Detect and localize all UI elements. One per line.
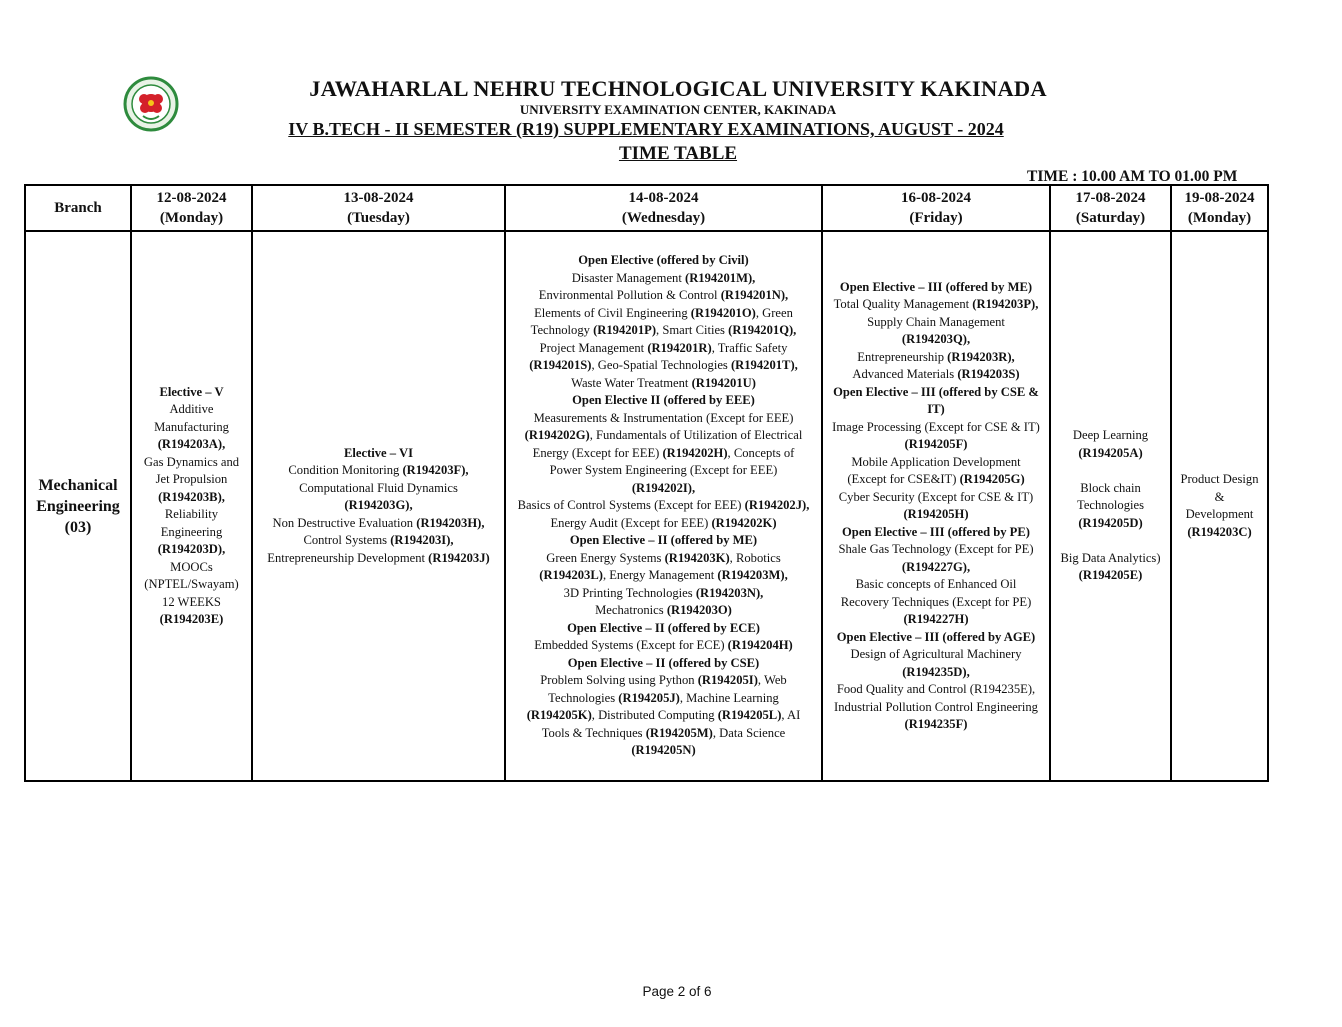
subject-text: (R194205N) bbox=[631, 743, 696, 758]
header-date bbox=[252, 185, 505, 231]
subject-text: Condition Monitoring bbox=[288, 463, 403, 478]
subject-line bbox=[824, 541, 1048, 559]
subject-text: & bbox=[1214, 489, 1225, 504]
subject-text: (R194227H) bbox=[903, 612, 969, 626]
day: (Wednesday) bbox=[621, 210, 706, 226]
subject-text: Entrepreneurship bbox=[857, 349, 948, 364]
subject-line bbox=[133, 576, 250, 594]
subject-text: Elements of Civil Engineering bbox=[534, 305, 691, 320]
subject-line bbox=[1173, 471, 1266, 489]
subject-line bbox=[824, 436, 1048, 454]
subject-line bbox=[824, 384, 1048, 402]
subject-text: (R194203J) bbox=[428, 550, 490, 565]
subject-text: , Smart Cities bbox=[656, 323, 729, 338]
subjects-cell bbox=[252, 231, 505, 781]
subject-text: Problem Solving using Python bbox=[540, 673, 698, 688]
subject-line bbox=[824, 629, 1048, 647]
subject-text: Technology bbox=[530, 323, 594, 338]
subject-line bbox=[1052, 515, 1169, 533]
header-date bbox=[1050, 185, 1171, 231]
subject-line bbox=[133, 436, 250, 454]
header-date bbox=[131, 185, 252, 231]
subject-line bbox=[507, 567, 820, 585]
subject-text: Industrial Pollution Control Engineering bbox=[834, 699, 1038, 714]
subject-text: , Concepts of bbox=[727, 445, 795, 460]
subject-line bbox=[507, 305, 820, 323]
subject-line bbox=[1052, 532, 1169, 550]
subject-line bbox=[507, 725, 820, 743]
subject-text: (R194202J), bbox=[744, 498, 810, 513]
subject-text: Power System Engineering (Except for EEE) bbox=[549, 463, 778, 478]
subject-text: Product Design bbox=[1180, 472, 1259, 486]
subject-text: Open Elective – III (offered by CSE & bbox=[833, 384, 1039, 399]
subject-text: Measurements & Instrumentation (Except for EEE) bbox=[533, 410, 794, 425]
subject-text: Embedded Systems (Except for ECE) bbox=[534, 638, 728, 653]
subject-text: (R194203K) bbox=[664, 550, 730, 565]
subject-text: (R194203O) bbox=[666, 603, 732, 618]
subject-text: (R194201S) bbox=[529, 358, 592, 373]
date: 14-08-2024 bbox=[628, 190, 699, 206]
subject-line bbox=[824, 576, 1048, 594]
subject-line bbox=[824, 471, 1048, 489]
subjects-cell bbox=[505, 231, 822, 781]
subject-text: Open Elective – III (offered by AGE) bbox=[836, 629, 1036, 644]
date: 12-08-2024 bbox=[156, 190, 227, 206]
subject-line bbox=[133, 401, 250, 419]
subject-line bbox=[824, 524, 1048, 542]
subject-line bbox=[1052, 550, 1169, 568]
subject-line bbox=[507, 585, 820, 603]
subject-text: , Robotics bbox=[729, 550, 781, 565]
subject-text: Open Elective – II (offered by ME) bbox=[569, 533, 758, 548]
subject-line bbox=[1173, 489, 1266, 507]
subject-text: Green Energy Systems bbox=[546, 550, 665, 565]
subject-line bbox=[254, 497, 503, 515]
subject-text: Development bbox=[1185, 507, 1254, 521]
subject-line bbox=[824, 314, 1048, 332]
subject-line bbox=[507, 445, 820, 463]
subject-text: Open Elective – III (offered by PE) bbox=[842, 524, 1030, 539]
subject-text: (R194205K) bbox=[526, 708, 592, 723]
subject-line bbox=[824, 681, 1048, 699]
subject-line bbox=[254, 480, 503, 498]
subject-line bbox=[507, 672, 820, 690]
subject-line bbox=[1173, 506, 1266, 524]
subject-text: (R194201U) bbox=[691, 375, 756, 390]
subject-line bbox=[507, 620, 820, 638]
subject-text: Image Processing (Except for CSE & IT) bbox=[832, 419, 1040, 434]
subject-text: Open Elective – II (offered by ECE) bbox=[567, 620, 760, 635]
subject-text: (R194205I) bbox=[697, 673, 758, 688]
subject-text: (R194201P) bbox=[593, 323, 657, 338]
subject-line bbox=[133, 471, 250, 489]
subject-line bbox=[133, 524, 250, 542]
subject-text: (R194203C) bbox=[1187, 524, 1252, 539]
subject-text: Mechatronics bbox=[595, 603, 667, 618]
subject-line bbox=[824, 454, 1048, 472]
subject-line bbox=[824, 331, 1048, 349]
table-header-row bbox=[25, 185, 1268, 231]
subject-text: Shale Gas Technology (Except for PE) bbox=[838, 542, 1034, 556]
subject-text: 12 WEEKS bbox=[162, 594, 221, 609]
subject-text: Deep Learning bbox=[1072, 428, 1149, 443]
subject-text: Basic concepts of Enhanced Oil bbox=[855, 577, 1017, 591]
subject-text: , Fundamentals of Utilization of Electrical bbox=[589, 428, 803, 443]
subject-text: (R194205E) bbox=[1078, 568, 1143, 583]
subject-text: (R194202G) bbox=[524, 428, 590, 443]
subject-line bbox=[507, 602, 820, 620]
subject-text: (R194203N), bbox=[695, 585, 764, 600]
day: (Monday) bbox=[1187, 210, 1252, 226]
subject-text: (R194202H) bbox=[662, 445, 728, 460]
subject-text: (R194205F) bbox=[904, 437, 968, 451]
subject-text: IT) bbox=[927, 402, 945, 416]
day: (Friday) bbox=[909, 210, 963, 226]
subject-line bbox=[824, 506, 1048, 524]
subject-text: (R194201R) bbox=[647, 340, 712, 355]
subject-text: Cyber Security (Except for CSE & IT) bbox=[838, 489, 1034, 504]
subject-text: Block chain bbox=[1080, 480, 1141, 495]
subjects-cell bbox=[1171, 231, 1268, 781]
day: (Tuesday) bbox=[347, 210, 410, 226]
subject-line bbox=[824, 611, 1048, 629]
university-name: JAWAHARLAL NEHRU TECHNOLOGICAL UNIVERSITY KAKINADA bbox=[309, 76, 1047, 101]
exam-time: TIME : 10.00 AM TO 01.00 PM bbox=[1027, 168, 1238, 185]
subject-text: Project Management bbox=[539, 340, 648, 355]
subject-line bbox=[507, 270, 820, 288]
subject-line bbox=[507, 340, 820, 358]
table-row bbox=[25, 231, 1268, 781]
subject-line bbox=[133, 489, 250, 507]
subject-text: (R194205J) bbox=[618, 690, 680, 705]
subject-line bbox=[824, 366, 1048, 384]
subject-line bbox=[133, 506, 250, 524]
subject-text: , Data Science bbox=[712, 725, 786, 740]
subject-text: (R194203E) bbox=[159, 612, 224, 626]
subject-line bbox=[507, 427, 820, 445]
subject-line bbox=[507, 287, 820, 305]
subject-line bbox=[507, 410, 820, 428]
subject-text: (R194201N), bbox=[720, 288, 789, 303]
subject-text: (R194201Q), bbox=[728, 323, 797, 338]
subject-text: Energy Audit (Except for EEE) bbox=[550, 515, 712, 530]
subject-line bbox=[507, 462, 820, 480]
subject-line bbox=[1052, 567, 1169, 585]
subject-line bbox=[507, 497, 820, 515]
subject-text: Energy (Except for EEE) bbox=[532, 445, 663, 460]
subject-line bbox=[254, 515, 503, 533]
subject-line bbox=[1173, 524, 1266, 542]
subject-text: Gas Dynamics and bbox=[143, 454, 240, 469]
subject-text: Basics of Control Systems (Except for EEE) bbox=[517, 498, 745, 513]
subject-text: , AI bbox=[781, 708, 801, 723]
subject-text: (R194205G) bbox=[959, 472, 1025, 486]
subject-text: (R194203H), bbox=[416, 515, 485, 530]
date: 13-08-2024 bbox=[343, 190, 414, 206]
subject-line bbox=[254, 532, 503, 550]
subject-line bbox=[824, 349, 1048, 367]
subject-line bbox=[824, 664, 1048, 682]
subject-text: (R194235F) bbox=[904, 717, 968, 731]
subject-line bbox=[507, 392, 820, 410]
subject-text: (R194203S) bbox=[957, 367, 1020, 381]
subject-text: (R194203D), bbox=[157, 542, 226, 556]
subject-line bbox=[824, 401, 1048, 419]
subject-text: Technologies bbox=[548, 690, 619, 705]
subject-line bbox=[133, 559, 250, 577]
subject-line bbox=[507, 375, 820, 393]
subject-text: Technologies bbox=[1077, 498, 1144, 513]
subject-line bbox=[824, 699, 1048, 717]
subject-line bbox=[254, 462, 503, 480]
subject-line bbox=[1052, 427, 1169, 445]
day: (Saturday) bbox=[1075, 210, 1146, 226]
subject-text: (R194205A) bbox=[1078, 445, 1143, 460]
header-date bbox=[505, 185, 822, 231]
subject-text: (R194227G), bbox=[901, 559, 971, 574]
subject-text: Open Elective II (offered by EEE) bbox=[572, 393, 755, 408]
university-logo bbox=[123, 76, 179, 132]
subject-text: Food Quality and Control (R194235E), bbox=[836, 682, 1036, 696]
subject-text: , Energy Management bbox=[602, 568, 718, 583]
subject-line bbox=[133, 611, 250, 629]
subject-text: Total Quality Management bbox=[833, 297, 973, 311]
subject-text: (NPTEL/Swayam) bbox=[144, 577, 239, 591]
subject-text: Environmental Pollution & Control bbox=[538, 288, 721, 303]
subject-text: Elective – V bbox=[159, 384, 224, 399]
subject-text: (R194202I), bbox=[631, 480, 696, 495]
branch-line: Mechanical bbox=[38, 476, 118, 494]
subject-text: (R194235D), bbox=[902, 664, 970, 679]
subject-line bbox=[133, 541, 250, 559]
page-number: Page 2 of 6 bbox=[642, 984, 712, 999]
subject-line bbox=[133, 419, 250, 437]
subjects-cell bbox=[822, 231, 1050, 781]
subject-line bbox=[133, 454, 250, 472]
subject-text: Disaster Management bbox=[571, 270, 685, 285]
subject-line bbox=[824, 296, 1048, 314]
subject-line bbox=[507, 532, 820, 550]
subject-text: Entrepreneurship Development bbox=[267, 550, 429, 565]
subject-text: (R194203R), bbox=[947, 349, 1015, 364]
subject-text: Open Elective – III (offered by ME) bbox=[839, 279, 1033, 294]
subject-text: (R194201T), bbox=[730, 358, 798, 373]
subject-text: , Geo-Spatial Technologies bbox=[591, 358, 731, 373]
subject-text: Control Systems bbox=[303, 533, 391, 548]
subject-line bbox=[507, 707, 820, 725]
subject-text: Elective – VI bbox=[343, 445, 414, 460]
subject-text: , Green bbox=[755, 305, 793, 320]
subject-text: Recovery Techniques (Except for PE) bbox=[840, 594, 1032, 609]
subject-text: Non Destructive Evaluation bbox=[272, 515, 417, 530]
subject-text: (R194203G), bbox=[344, 498, 413, 513]
subjects-cell bbox=[1050, 231, 1171, 781]
subject-line bbox=[824, 489, 1048, 507]
subject-text: Big Data Analytics) bbox=[1060, 550, 1161, 565]
subject-text: Open Elective (offered by Civil) bbox=[578, 253, 749, 268]
subject-text: (R194201M), bbox=[685, 270, 756, 285]
subject-text: Additive bbox=[169, 402, 214, 416]
day: (Monday) bbox=[159, 210, 224, 226]
header-date bbox=[1171, 185, 1268, 231]
subject-text: Design of Agricultural Machinery bbox=[850, 647, 1022, 661]
subject-line bbox=[824, 419, 1048, 437]
subject-line bbox=[507, 357, 820, 375]
subject-text: 3D Printing Technologies bbox=[563, 585, 696, 600]
subject-line bbox=[254, 550, 503, 568]
subject-text: (R194203A), bbox=[157, 437, 226, 451]
subject-text: Mobile Application Development bbox=[851, 454, 1021, 469]
timetable bbox=[24, 184, 1269, 782]
exam-center: UNIVERSITY EXAMINATION CENTER, KAKINADA bbox=[519, 102, 837, 117]
subject-text: , Machine Learning bbox=[679, 690, 779, 705]
subject-text: (R194205M) bbox=[645, 725, 713, 740]
doc-title: TIME TABLE bbox=[618, 143, 738, 164]
subject-text: Manufacturing bbox=[154, 419, 229, 434]
subject-text: Supply Chain Management bbox=[867, 314, 1005, 329]
subject-line bbox=[507, 252, 820, 270]
subject-line bbox=[254, 445, 503, 463]
subject-line bbox=[507, 550, 820, 568]
date: 19-08-2024 bbox=[1184, 190, 1255, 206]
subject-text: MOOCs bbox=[170, 559, 213, 574]
header-branch: Branch bbox=[25, 185, 131, 231]
subject-text: Reliability bbox=[164, 507, 219, 521]
subject-text: , Distributed Computing bbox=[591, 708, 718, 723]
subject-text: (Except for CSE&IT) bbox=[847, 472, 960, 486]
subject-line bbox=[824, 559, 1048, 577]
subject-text: Engineering bbox=[160, 524, 223, 539]
subject-text: (R194205L) bbox=[717, 708, 782, 723]
subject-text: Advanced Materials bbox=[852, 367, 958, 381]
subject-text: (R194203B), bbox=[158, 489, 225, 504]
branch-line: (03) bbox=[64, 518, 92, 536]
subject-line bbox=[507, 322, 820, 340]
subject-line bbox=[507, 480, 820, 498]
subject-line bbox=[824, 594, 1048, 612]
subject-text: (R194205H) bbox=[903, 507, 969, 521]
subject-text: (R194203I), bbox=[390, 533, 454, 548]
subject-line bbox=[507, 742, 820, 760]
subject-line bbox=[507, 515, 820, 533]
subject-text: Computational Fluid Dynamics bbox=[299, 480, 458, 495]
subject-line bbox=[507, 690, 820, 708]
subject-line bbox=[1052, 462, 1169, 480]
subjects-cell bbox=[131, 231, 252, 781]
subject-text: (R194203F), bbox=[402, 463, 469, 478]
date: 16-08-2024 bbox=[901, 190, 971, 206]
subject-text: Waste Water Treatment bbox=[571, 375, 692, 390]
branch-cell bbox=[25, 231, 131, 781]
exam-title: IV B.TECH - II SEMESTER (R19) SUPPLEMENTARY EXAMINATIONS, AUGUST - 2024 bbox=[288, 119, 1004, 139]
subject-text: (R194202K) bbox=[711, 515, 777, 530]
subject-text: , Web bbox=[757, 673, 787, 688]
subject-text: (R194203Q), bbox=[901, 332, 971, 346]
subject-text: (R194201O) bbox=[690, 305, 756, 320]
subject-line bbox=[824, 716, 1048, 734]
date: 17-08-2024 bbox=[1075, 190, 1146, 206]
subject-line bbox=[824, 279, 1048, 297]
subject-text: (R194204H) bbox=[727, 638, 793, 653]
header-date bbox=[822, 185, 1050, 231]
subject-text: , Traffic Safety bbox=[711, 340, 788, 355]
subject-text: Jet Propulsion bbox=[155, 472, 228, 486]
subject-line bbox=[507, 637, 820, 655]
subject-line bbox=[824, 646, 1048, 664]
subject-text: (R194205D) bbox=[1078, 515, 1143, 530]
subject-line bbox=[1052, 497, 1169, 515]
branch-line: Engineering bbox=[36, 497, 120, 515]
subject-line bbox=[507, 655, 820, 673]
subject-text: (R194203L) bbox=[539, 568, 603, 583]
subject-line bbox=[133, 384, 250, 402]
subject-text: (R194203P), bbox=[972, 297, 1039, 311]
subject-line bbox=[1052, 480, 1169, 498]
subject-text: Tools & Techniques bbox=[541, 725, 646, 740]
subject-text: (R194203M), bbox=[717, 568, 788, 583]
subject-text: Open Elective – II (offered by CSE) bbox=[567, 655, 760, 670]
subject-line bbox=[133, 594, 250, 612]
subject-line bbox=[1052, 445, 1169, 463]
